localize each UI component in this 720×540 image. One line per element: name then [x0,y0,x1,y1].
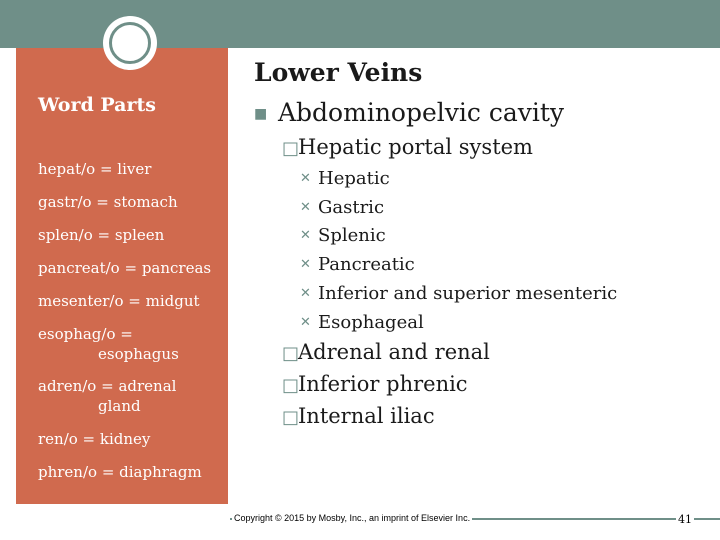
copyright-notice: Copyright © 2015 by Mosby, Inc., an imprint of Elsevier Inc. [234,513,471,523]
term-text: mesenter/o = midgut [38,292,200,310]
logo-circle-icon [103,16,157,70]
subsection-bullet [282,372,468,396]
term-text: adren/o = adrenal [38,377,177,395]
page-number: 41 [678,513,692,526]
term-text: pancreat/o = pancreas [38,259,212,277]
subsection-label: Adrenal and renal [298,340,490,364]
cross-bullet-icon: ✕ [300,228,311,243]
cross-bullet-icon: ✕ [300,286,311,301]
item-label: Hepatic [318,168,390,189]
cross-bullet-icon: ✕ [300,171,311,186]
term-text: ren/o = kidney [38,430,151,448]
term-adren [38,376,176,416]
term-splen [38,225,164,245]
term-text: phren/o = diaphragm [38,463,202,481]
square-bullet-icon: ■ [254,106,268,122]
subsection-bullet [282,404,435,428]
list-item [300,197,384,218]
item-label: Pancreatic [318,254,415,275]
hollow-square-bullet-icon: □ [282,375,300,396]
item-label: Esophageal [318,312,424,333]
subsection-label: Hepatic portal system [298,135,533,159]
list-item [300,168,390,189]
subsection-label: Internal iliac [298,404,435,428]
term-text: gastr/o = stomach [38,193,178,211]
term-text: splen/o = spleen [38,226,165,244]
cross-bullet-icon: ✕ [300,257,311,272]
word-parts-heading: Word Parts [38,94,156,116]
list-item [300,283,617,304]
top-band [0,0,720,15]
term-phren [38,462,202,482]
term-text: hepat/o = liver [38,160,152,178]
cross-bullet-icon: ✕ [300,315,311,330]
subsection-label: Inferior phrenic [298,372,468,396]
item-label: Inferior and superior mesenteric [318,283,618,304]
list-item [300,312,424,333]
section-label: Abdominopelvic cavity [278,98,565,127]
section-bullet [254,98,564,127]
term-text: esophag/o = [38,325,133,343]
list-item [300,254,415,275]
item-label: Splenic [318,225,386,246]
hollow-square-bullet-icon: □ [282,407,300,428]
word-parts-panel [16,48,228,504]
term-esophag [38,324,179,364]
hollow-square-bullet-icon: □ [282,138,300,159]
term-hepat [38,159,151,179]
term-text-cont: esophagus [98,345,179,363]
slide-title: Lower Veins [254,58,423,87]
term-mesenter [38,291,200,311]
logo-ring [109,22,151,64]
term-text-cont: gland [98,397,141,415]
term-ren [38,429,150,449]
subsection-bullet [282,340,490,364]
term-pancreat [38,258,211,278]
list-item [300,225,386,246]
term-gastr [38,192,178,212]
item-label: Gastric [318,197,385,218]
hollow-square-bullet-icon: □ [282,343,300,364]
subsection-bullet [282,135,533,159]
cross-bullet-icon: ✕ [300,200,311,215]
